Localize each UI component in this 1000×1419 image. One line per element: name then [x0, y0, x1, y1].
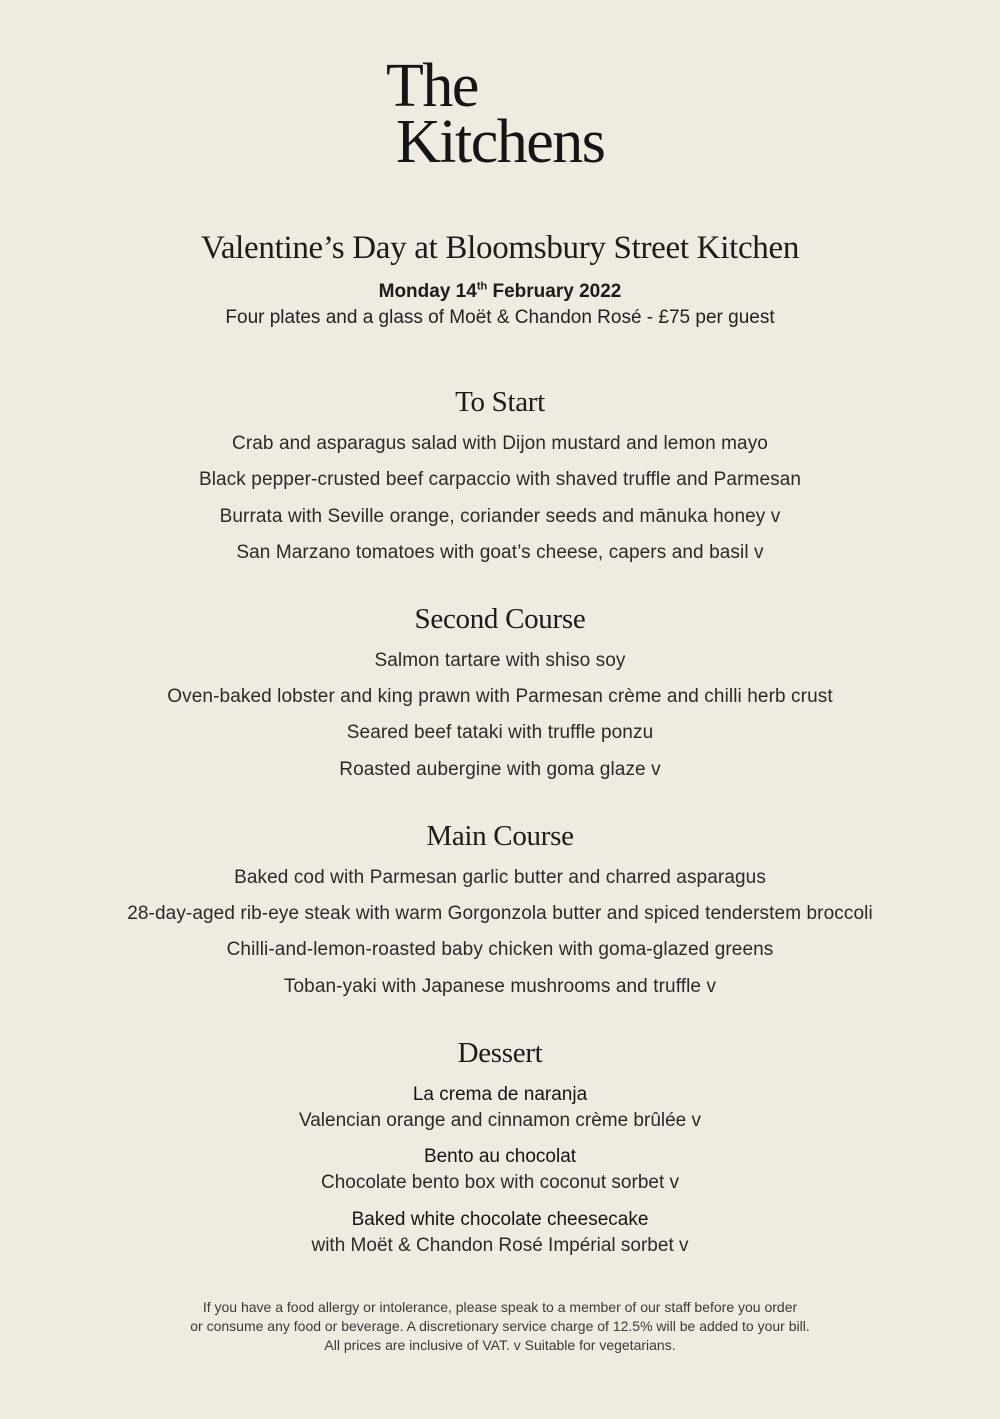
menu-item: Chilli-and-lemon-roasted baby chicken with goma-glazed greens [226, 939, 774, 960]
section-title-start: To Start [455, 386, 545, 418]
menu-item: San Marzano tomatoes with goat’s cheese, capers and basil v [236, 542, 764, 563]
brand-logo [386, 52, 605, 176]
footnote-line-2: or consume any food or beverage. A discretionary service charge of 12.5% will be added to your bill. [190, 1318, 810, 1334]
section-title-main: Main Course [426, 820, 574, 852]
menu-item: Crab and asparagus salad with Dijon mustard and lemon mayo [232, 433, 768, 454]
section-title-second: Second Course [414, 603, 586, 635]
event-date [0, 281, 1000, 303]
menu-item: Black pepper-crusted beef carpaccio with shaved truffle and Parmesan [198, 469, 802, 490]
dessert-name: Bento au chocolat [423, 1146, 577, 1167]
event-offer: Four plates and a glass of Moët & Chandon Rosé - £75 per guest [225, 307, 775, 328]
event-date-day: Monday 14 [378, 281, 477, 302]
menu-item: Roasted aubergine with goma glaze v [339, 759, 661, 780]
menu-item: Salmon tartare with shiso soy [374, 650, 626, 671]
event-date-month-year: February 2022 [487, 281, 622, 302]
menu-item: Baked cod with Parmesan garlic butter and charred asparagus [234, 867, 766, 888]
dessert-name: Baked white chocolate cheesecake [351, 1209, 649, 1230]
footnote-line-3: All prices are inclusive of VAT. v Suitable for vegetarians. [324, 1337, 676, 1353]
menu-item: 28-day-aged rib-eye steak with warm Gorgonzola butter and spiced tenderstem broccoli [127, 903, 873, 924]
menu-item: Oven-baked lobster and king prawn with Parmesan crème and chilli herb crust [167, 686, 833, 707]
menu-item: Burrata with Seville orange, coriander seeds and mānuka honey v [219, 506, 781, 527]
dessert-description: Valencian orange and cinnamon crème brûlée v [298, 1110, 702, 1131]
footnote-line-1: If you have a food allergy or intolerance, please speak to a member of our staff before you order [202, 1299, 798, 1315]
logo-line-2: Kitchens [396, 108, 605, 176]
event-date-ordinal: th [476, 280, 488, 293]
section-title-dessert: Dessert [457, 1037, 543, 1069]
menu-item: Toban-yaki with Japanese mushrooms and truffle v [283, 976, 717, 997]
event-title: Valentine’s Day at Bloomsbury Street Kitchen [200, 230, 800, 266]
dessert-description: Chocolate bento box with coconut sorbet v [320, 1172, 680, 1193]
allergy-notice [0, 1298, 1000, 1355]
logo-line-1: The [386, 52, 478, 120]
dessert-description: with Moët & Chandon Rosé Impérial sorbet v [311, 1235, 689, 1256]
dessert-name: La crema de naranja [412, 1084, 588, 1105]
menu-item: Seared beef tataki with truffle ponzu [346, 722, 654, 743]
